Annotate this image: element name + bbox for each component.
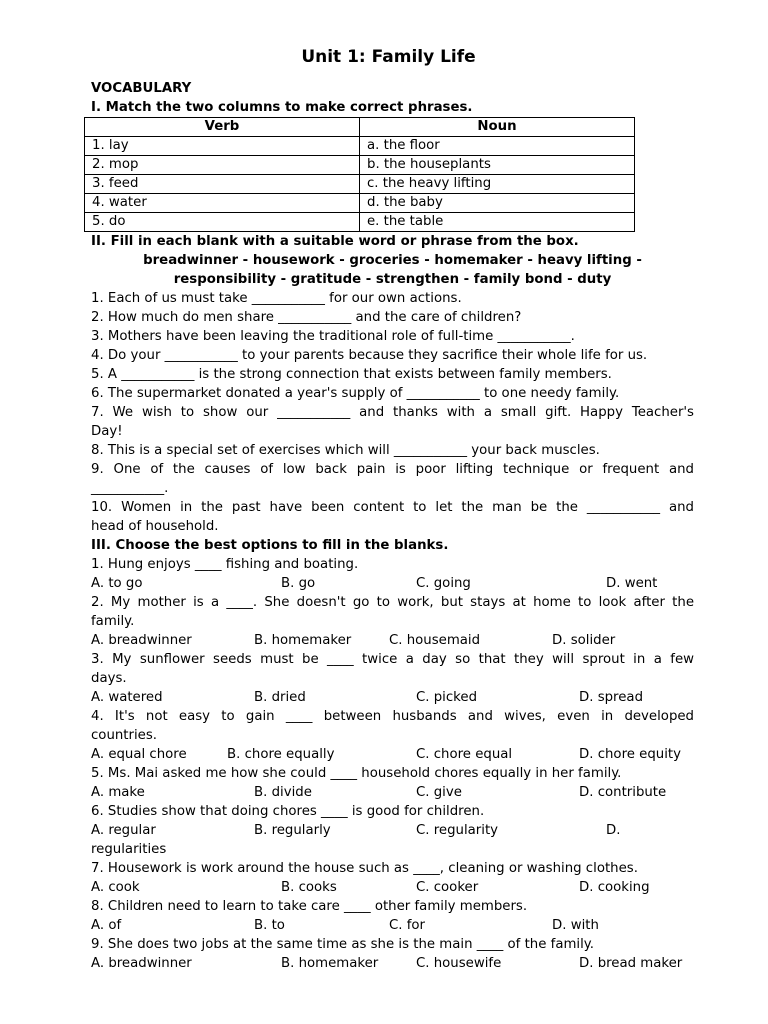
fill-in-item: 4. Do your ___________ to your parents because they sacrifice their whole life for us. [91,348,648,363]
option-d: D. contribute [579,785,667,800]
answer-options [91,745,694,764]
fill-in-item: 8. This is a special set of exercises which will ___________ your back muscles. [91,443,600,458]
option-b: B. go [281,576,316,591]
table-row [85,213,635,232]
question-text: 6. Studies show that doing chores ____ is good for children. [91,804,485,819]
option-c: C. going [416,576,471,591]
table-header-row [85,118,635,137]
answer-options [91,783,694,802]
question-text-continuation: days. [91,671,127,686]
table-row [85,156,635,175]
verb-cell: 4. water [85,194,360,213]
option-b: B. chore equally [227,747,335,762]
answer-options [91,878,694,897]
column-header-noun: Noun [360,118,635,137]
answer-options [91,574,694,593]
column-header-verb: Verb [85,118,360,137]
option-b: B. divide [254,785,312,800]
noun-cell: e. the table [360,213,635,232]
word-box-line-1: breadwinner - housework - groceries - homemaker - heavy lifting - [143,253,642,268]
fill-in-item-continuation: ___________. [91,481,169,496]
fill-in-list [91,289,694,536]
option-d: D. with [552,918,599,933]
option-c: C. picked [416,690,478,705]
table-row [85,137,635,156]
matching-table [84,117,635,232]
option-d: D. solider [552,633,616,648]
option-d: D. cooking [579,880,650,895]
option-a: A. make [91,785,145,800]
fill-in-item: 3. Mothers have been leaving the traditional role of full-time ___________. [91,329,575,344]
fill-in-item: 7. We wish to show our ___________ and thanks with a small gift. Happy Teacher's [91,405,694,420]
fill-in-item: 1. Each of us must take ___________ for our own actions. [91,291,462,306]
section-1-heading: I. Match the two columns to make correct phrases. [91,100,473,115]
option-a: A. breadwinner [91,956,192,971]
option-d-continuation: regularities [91,842,167,857]
question-text: 7. Housework is work around the house such as ____, cleaning or washing clothes. [91,861,638,876]
fill-in-item: 6. The supermarket donated a year's supply of ___________ to one needy family. [91,386,620,401]
option-b: B. dried [254,690,306,705]
option-c: C. cooker [416,880,479,895]
option-b: B. cooks [281,880,337,895]
option-d: D. chore equity [579,747,681,762]
option-d: D. [606,823,621,838]
question-text-continuation: family. [91,614,135,629]
verb-cell: 1. lay [85,137,360,156]
answer-options [91,916,694,935]
option-a: A. of [91,918,122,933]
option-b: B. homemaker [281,956,379,971]
question-text: 8. Children need to learn to take care ____ other family members. [91,899,528,914]
option-d: D. spread [579,690,644,705]
table-row [85,194,635,213]
option-c: C. for [389,918,426,933]
option-a: A. regular [91,823,156,838]
worksheet-page [91,44,694,973]
question-text: 3. My sunflower seeds must be ____ twice a day so that they will sprout in a few [91,652,694,667]
answer-options [91,631,694,650]
fill-in-item: 10. Women in the past have been content to let the man be the ___________ and [91,500,694,515]
verb-cell: 5. do [85,213,360,232]
word-box-line-2: responsibility - gratitude - strengthen - family bond - duty [173,272,612,287]
page-title: Unit 1: Family Life [301,47,476,67]
question-text: 5. Ms. Mai asked me how she could ____ household chores equally in her family. [91,766,622,781]
option-b: B. homemaker [254,633,352,648]
answer-options [91,821,694,840]
fill-in-item: 9. One of the causes of low back pain is poor lifting technique or frequent and [91,462,694,477]
fill-in-item-continuation: Day! [91,424,123,439]
option-a: A. equal chore [91,747,187,762]
fill-in-item: 2. How much do men share ___________ and the care of children? [91,310,522,325]
question-text: 9. She does two jobs at the same time as she is the main ____ of the family. [91,937,595,952]
option-b: B. regularly [254,823,331,838]
option-c: C. give [416,785,462,800]
fill-in-item-continuation: head of household. [91,519,219,534]
noun-cell: c. the heavy lifting [360,175,635,194]
option-a: A. to go [91,576,143,591]
question-text: 2. My mother is a ____. She doesn't go to work, but stays at home to look after the [91,595,694,610]
fill-in-item: 5. A ___________ is the strong connection that exists between family members. [91,367,612,382]
option-c: C. regularity [416,823,499,838]
question-text: 4. It's not easy to gain ____ between husbands and wives, even in developed [91,709,694,724]
option-b: B. to [254,918,285,933]
noun-cell: b. the houseplants [360,156,635,175]
option-a: A. breadwinner [91,633,192,648]
option-a: A. watered [91,690,163,705]
option-d: D. went [606,576,658,591]
option-c: C. housewife [416,956,502,971]
noun-cell: a. the floor [360,137,635,156]
answer-options [91,954,694,973]
table-row [85,175,635,194]
question-text-continuation: countries. [91,728,158,743]
option-c: C. housemaid [389,633,481,648]
verb-cell: 2. mop [85,156,360,175]
answer-options [91,688,694,707]
option-d: D. bread maker [579,956,683,971]
verb-cell: 3. feed [85,175,360,194]
section-2-heading: II. Fill in each blank with a suitable word or phrase from the box. [91,234,579,249]
section-3-heading: III. Choose the best options to fill in the blanks. [91,538,449,553]
multiple-choice-list [91,555,694,973]
question-text: 1. Hung enjoys ____ fishing and boating. [91,557,359,572]
option-a: A. cook [91,880,140,895]
vocabulary-heading: VOCABULARY [91,81,192,96]
noun-cell: d. the baby [360,194,635,213]
option-c: C. chore equal [416,747,513,762]
